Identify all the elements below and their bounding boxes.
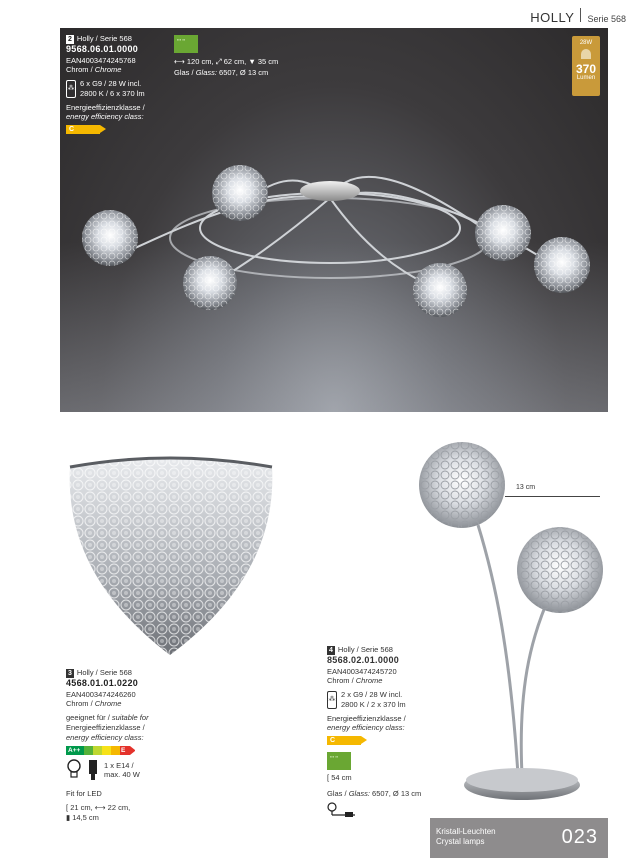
product-2-line: Holly / Serie 568 xyxy=(76,34,132,43)
product-3-dim-width: 22 cm, xyxy=(107,803,131,813)
energy-max: E xyxy=(120,746,130,755)
product-4-height: 54 cm xyxy=(331,772,352,782)
product-3-suitable-de: geeignet für / xyxy=(66,713,110,723)
product-4-bulbs-line1: 2 x G9 / 28 W incl. xyxy=(341,690,403,700)
energy-class-value: C xyxy=(66,125,100,134)
wall-lamp-photo xyxy=(60,455,280,660)
g9-bulb-icon: ⁂ xyxy=(66,80,76,98)
product-4-bulbs-line2: 2800 K / 2 x 370 lm xyxy=(341,699,406,709)
energy-class-value: C xyxy=(327,736,361,745)
energy-class-badge xyxy=(327,736,367,745)
product-2-dim-width: 120 cm, xyxy=(186,57,214,66)
height-bracket-icon: [ xyxy=(327,772,330,782)
series-number: Serie 568 xyxy=(587,14,626,24)
product-2-dimensions xyxy=(174,34,278,78)
fit-for-led: Fit for LED xyxy=(66,789,102,799)
energy-step-c xyxy=(102,746,111,755)
product-2-energy-label-en: energy efficiency class: xyxy=(66,112,144,122)
height-bracket-icon: [ xyxy=(66,803,69,813)
footer-bar xyxy=(430,818,608,858)
product-2-article-no: 9568.06.01.0000 xyxy=(66,44,139,54)
product-4-ean: EAN4003474245720 xyxy=(327,666,397,676)
dimension-line xyxy=(505,496,600,497)
badge-watt: 28W xyxy=(579,40,593,46)
product-4-glass-en: Glass: xyxy=(348,788,370,798)
energy-arrow-icon xyxy=(130,746,135,755)
product-2-bulbs-line2: 2800 K / 6 x 370 lm xyxy=(80,88,145,98)
product-4-info xyxy=(327,645,477,821)
green-label-icon: ▪▪▪ ▪▪ xyxy=(174,35,198,53)
height-icon: ▼ xyxy=(248,57,256,66)
product-2-info xyxy=(66,34,186,137)
energy-class-badge xyxy=(66,125,106,134)
lamp-icon xyxy=(581,49,591,59)
category-en: Crystal lamps xyxy=(436,837,485,846)
green-label-icon: ▪▪▪ ▪▪ xyxy=(327,752,351,770)
product-3-suitable-en: suitable for xyxy=(111,713,149,723)
product-4-finish-en: Chrome xyxy=(355,676,383,686)
product-3-bulb-line1: 1 x E14 / xyxy=(104,760,134,770)
product-2-bulbs-line1: 6 x G9 / 28 W incl. xyxy=(80,79,142,89)
product-3-finish-en: Chrome xyxy=(94,699,122,709)
series-name: HOLLY xyxy=(530,10,575,25)
page-number: 023 xyxy=(561,826,598,848)
wattage-badge xyxy=(572,36,600,96)
badge-lumen-unit: Lumen xyxy=(576,75,596,81)
product-3-dim-height: 21 cm, xyxy=(70,803,93,813)
product-3-bulb-line2: max. 40 W xyxy=(104,770,140,780)
energy-min: A++ xyxy=(66,746,84,755)
dimension-13cm: 13 cm xyxy=(516,484,536,491)
product-2-number: 2 xyxy=(68,36,72,43)
product-2-glass-rest: 6507, Ø 13 cm xyxy=(219,67,269,77)
product-4-line: Holly / Serie 568 xyxy=(337,645,393,654)
product-3-line: Holly / Serie 568 xyxy=(76,668,132,677)
width-arrow-icon: ⟷ xyxy=(174,57,185,66)
energy-arrow-icon xyxy=(100,125,106,133)
product-2-glass-en: Glass: xyxy=(195,67,217,77)
product-2-energy-label-de: Energieeffizienzklasse / xyxy=(66,102,145,112)
product-4-energy-label-de: Energieeffizienzklasse / xyxy=(327,713,406,723)
energy-arrow-icon xyxy=(361,736,367,744)
product-2-ean: EAN4003474245768 xyxy=(66,55,136,65)
header-divider xyxy=(580,8,581,22)
switch-cable-icon xyxy=(327,802,361,818)
energy-scale xyxy=(66,746,226,755)
product-2-finish-en: Chrome xyxy=(94,65,122,75)
product-2-finish-de: Chrom / xyxy=(66,65,93,75)
product-4-article-no: 8568.02.01.0000 xyxy=(327,655,400,665)
product-3-number: 3 xyxy=(68,670,72,677)
product-3-energy-label-en: energy efficiency class: xyxy=(66,732,144,742)
product-2-dim-depth: 62 cm, xyxy=(223,57,247,66)
product-3-ean: EAN4003474246260 xyxy=(66,689,136,699)
badge-lumen: 370 xyxy=(575,62,597,76)
diagonal-arrow-icon: ⤢ xyxy=(215,57,222,66)
ceiling-lamp-photo xyxy=(60,28,608,412)
page-header xyxy=(530,8,626,25)
product-4-glass-de: Glas / xyxy=(327,788,347,798)
product-3-dim-depth: 14,5 cm xyxy=(72,812,99,822)
width-arrow-icon: ⟷ xyxy=(94,803,106,813)
product-3-article-no: 4568.01.01.0220 xyxy=(66,678,139,688)
product-3-finish-de: Chrom / xyxy=(66,699,93,709)
light-bulb-icon xyxy=(66,759,82,781)
product-4-energy-label-en: energy efficiency class: xyxy=(327,723,405,733)
product-2-dim-height: 35 cm xyxy=(257,57,279,66)
product-2-glass-de: Glas / xyxy=(174,67,194,77)
depth-icon: ▮ xyxy=(66,812,71,822)
product-4-number: 4 xyxy=(329,647,333,654)
product-4-glass-rest: 6507, Ø 13 cm xyxy=(372,788,422,798)
product-3-energy-label-de: Energieeffizienzklasse / xyxy=(66,722,145,732)
energy-step-a xyxy=(84,746,93,755)
energy-step-b xyxy=(93,746,102,755)
e14-socket-icon xyxy=(88,759,98,781)
g9-bulb-icon: ⁂ xyxy=(327,691,337,709)
category-de: Kristall-Leuchten xyxy=(436,827,496,836)
product-3-info xyxy=(66,668,226,823)
product-4-finish-de: Chrom / xyxy=(327,676,354,686)
energy-step-d xyxy=(111,746,120,755)
